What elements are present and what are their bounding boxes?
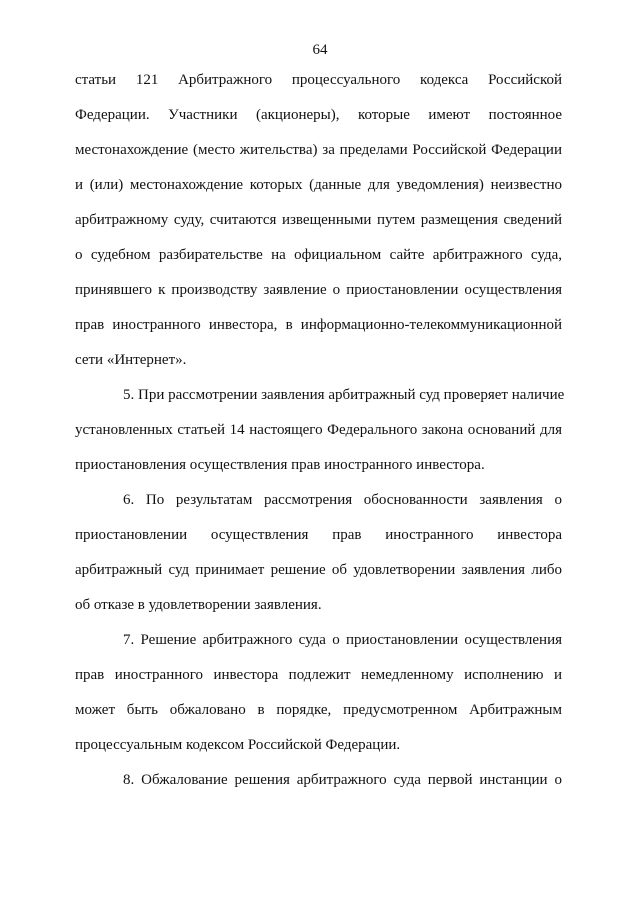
text-line: местонахождение (место жительства) за пределами Российской Федерации [75,142,562,158]
text-line: сети «Интернет». [75,352,187,368]
text-line: Федерации. Участники (акционеры), которые имеют постоянное [75,107,562,123]
text-line: приостановления осуществления прав иностранного инвестора. [75,457,485,473]
paragraph-8-start: 8. Обжалование решения арбитражного суда первой инстанции о [123,772,562,788]
page-number: 64 [312,42,328,58]
text-line: установленных статьей 14 настоящего Федерального закона оснований для [75,422,562,438]
paragraph-7-start: 7. Решение арбитражного суда о приостановлении осуществления [123,632,562,648]
text-line: прав иностранного инвестора, в информационно-телекоммуникационной [75,317,562,333]
text-line: арбитражному суду, считаются извещенными путем размещения сведений [75,212,562,228]
paragraph-6-start: 6. По результатам рассмотрения обоснованности заявления о [123,492,562,508]
text-line: арбитражный суд принимает решение об удовлетворении заявления либо [75,562,562,578]
text-line: может быть обжаловано в порядке, предусмотренном Арбитражным [75,702,562,718]
text-line: принявшего к производству заявление о приостановлении осуществления [75,282,562,298]
text-line: о судебном разбирательстве на официальном сайте арбитражного суда, [75,247,562,263]
text-line: об отказе в удовлетворении заявления. [75,597,322,613]
document-body [75,71,565,806]
text-line: прав иностранного инвестора подлежит немедленному исполнению и [75,667,562,683]
text-line: и (или) местонахождение которых (данные для уведомления) неизвестно [75,177,562,193]
paragraph-5-start: 5. При рассмотрении заявления арбитражный суд проверяет наличие [123,387,565,403]
text-line: приостановлении осуществления прав иностранного инвестора [75,527,562,543]
text-line: процессуальным кодексом Российской Федерации. [75,737,401,753]
text-line: статьи 121 Арбитражного процессуального кодекса Российской [75,72,562,88]
